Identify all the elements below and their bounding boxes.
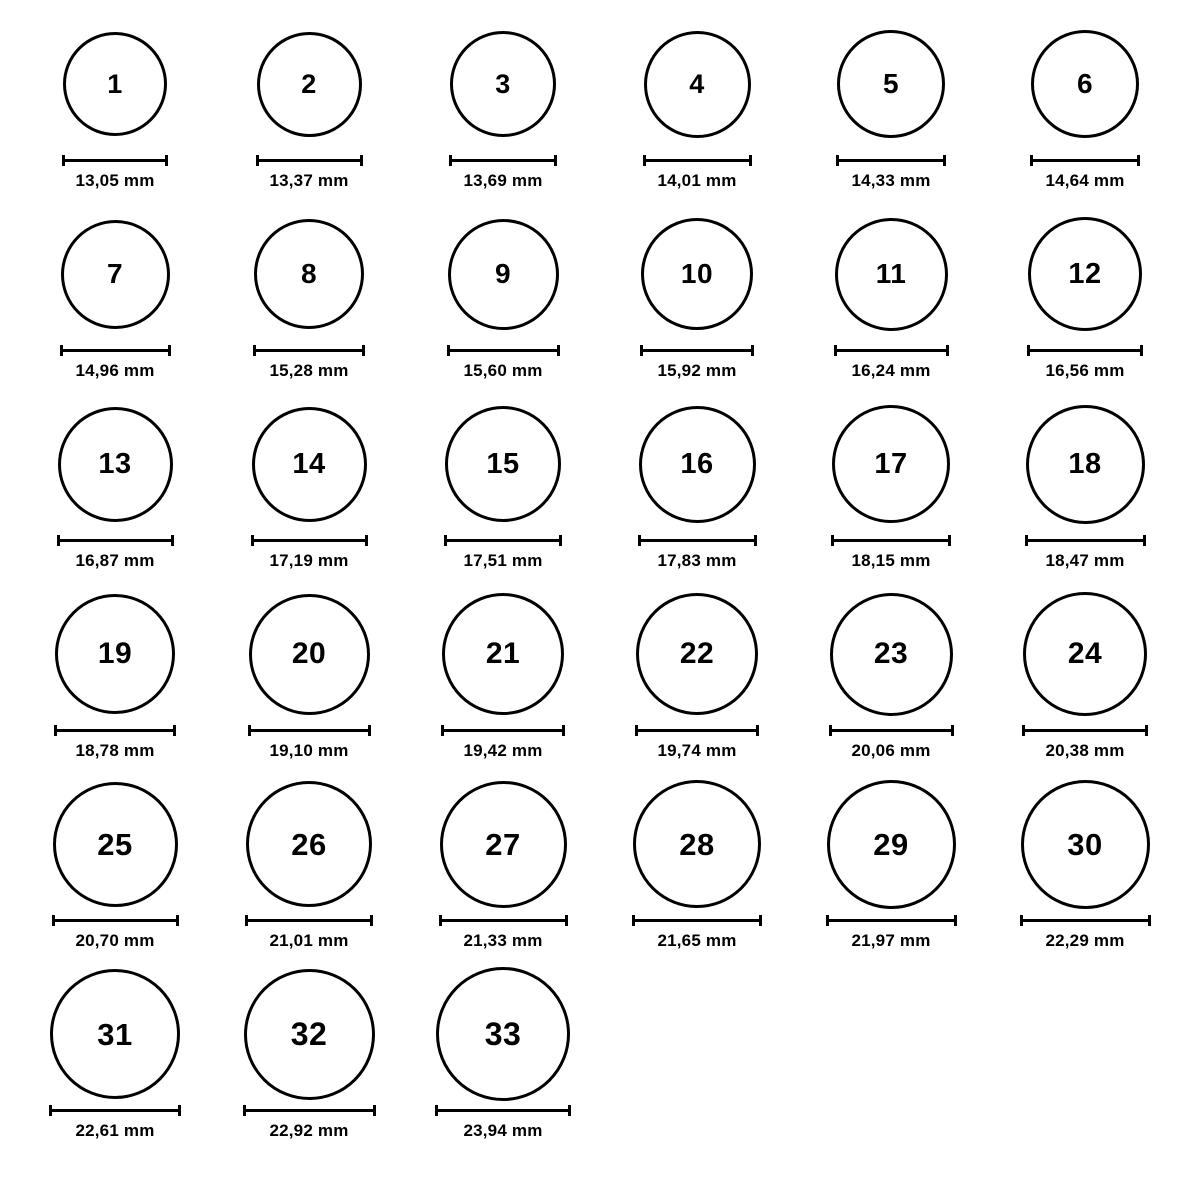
ring-circle-wrap: [440, 778, 567, 910]
ring-size-number: 5: [882, 68, 900, 99]
ring-size-number: 8: [300, 258, 318, 289]
diameter-label: 18,15 mm: [851, 551, 931, 570]
diameter-label: 14,96 mm: [75, 361, 155, 380]
ring-size-number: 22: [679, 637, 715, 670]
ring-circle-icon: [436, 967, 570, 1101]
ring-circle-wrap: [436, 968, 570, 1100]
ring-circle-icon: [832, 405, 950, 523]
ring-size-cell: [796, 588, 986, 778]
ring-circle-icon: [244, 969, 375, 1100]
ring-circle-wrap: [252, 398, 367, 530]
ring-circle-icon: [830, 593, 953, 716]
ring-circle-icon: [254, 219, 364, 329]
ring-circle-wrap: [639, 398, 756, 530]
diameter-label: 18,78 mm: [75, 741, 155, 760]
diameter-measure-bar-icon: [831, 534, 951, 546]
diameter-label: 22,29 mm: [1045, 931, 1125, 950]
ring-size-number: 32: [290, 1016, 328, 1052]
ring-circle-icon: [641, 218, 753, 330]
diameter-measure-bar-icon: [1020, 914, 1151, 926]
diameter-measure-bar-icon: [632, 914, 762, 926]
diameter-label: 20,38 mm: [1045, 741, 1125, 760]
ring-size-cell: [214, 778, 404, 968]
ring-circle-icon: [61, 220, 170, 329]
diameter-label: 17,19 mm: [269, 551, 349, 570]
diameter-label: 21,65 mm: [657, 931, 737, 950]
ring-size-cell: [602, 588, 792, 778]
diameter-label: 21,33 mm: [463, 931, 543, 950]
ring-circle-icon: [442, 593, 564, 715]
ring-size-cell: [408, 208, 598, 398]
diameter-label: 15,28 mm: [269, 361, 349, 380]
ring-circle-icon: [1023, 592, 1147, 716]
ring-circle-wrap: [450, 18, 556, 150]
ring-circle-icon: [644, 31, 751, 138]
diameter-measure-bar-icon: [1027, 344, 1143, 356]
ring-circle-wrap: [641, 208, 753, 340]
ring-size-number: 25: [97, 826, 133, 862]
ring-size-cell: [990, 778, 1180, 968]
ring-size-number: 12: [1068, 257, 1102, 290]
ring-size-number: 10: [680, 258, 714, 289]
ring-size-cell: [408, 398, 598, 588]
ring-circle-icon: [827, 780, 956, 909]
ring-size-number: 14: [292, 447, 326, 480]
ring-size-number: 28: [679, 826, 715, 862]
diameter-label: 13,37 mm: [269, 171, 349, 190]
diameter-label: 19,74 mm: [657, 741, 737, 760]
ring-circle-icon: [1031, 30, 1139, 138]
ring-circle-icon: [639, 406, 756, 523]
ring-circle-wrap: [1023, 588, 1147, 720]
ring-size-cell: [796, 18, 986, 208]
ring-size-number: 15: [486, 447, 520, 480]
ring-circle-wrap: [244, 968, 375, 1100]
diameter-measure-bar-icon: [836, 154, 946, 166]
diameter-measure-bar-icon: [640, 344, 754, 356]
ring-circle-icon: [1026, 405, 1145, 524]
diameter-label: 21,01 mm: [269, 931, 349, 950]
ring-size-number: 33: [484, 1016, 522, 1052]
diameter-label: 19,10 mm: [269, 741, 349, 760]
diameter-label: 20,06 mm: [851, 741, 931, 760]
ring-circle-icon: [252, 407, 367, 522]
ring-circle-wrap: [830, 588, 953, 720]
ring-size-cell: [796, 398, 986, 588]
diameter-label: 18,47 mm: [1045, 551, 1125, 570]
ring-size-number: 31: [97, 1016, 133, 1052]
ring-circle-icon: [249, 594, 370, 715]
ring-size-cell: [20, 778, 210, 968]
ring-size-cell: [990, 588, 1180, 778]
ring-circle-wrap: [644, 18, 751, 150]
ring-size-cell: [214, 18, 404, 208]
ring-size-cell: [20, 18, 210, 208]
ring-size-number: 24: [1067, 637, 1103, 670]
ring-circle-wrap: [445, 398, 561, 530]
diameter-measure-bar-icon: [638, 534, 757, 546]
ring-circle-wrap: [50, 968, 180, 1100]
ring-circle-wrap: [448, 208, 559, 340]
ring-circle-wrap: [246, 778, 372, 910]
diameter-measure-bar-icon: [243, 1104, 376, 1116]
ring-circle-icon: [633, 780, 761, 908]
ring-circle-wrap: [1031, 18, 1139, 150]
ring-size-cell: [602, 208, 792, 398]
ring-size-cell: [602, 18, 792, 208]
diameter-measure-bar-icon: [49, 1104, 181, 1116]
diameter-label: 22,61 mm: [75, 1121, 155, 1140]
ring-size-number: 17: [874, 447, 908, 480]
ring-circle-icon: [1021, 780, 1150, 909]
diameter-label: 14,64 mm: [1045, 171, 1125, 190]
diameter-measure-bar-icon: [245, 914, 373, 926]
ring-circle-icon: [50, 969, 180, 1099]
diameter-measure-bar-icon: [52, 914, 179, 926]
ring-size-cell: [796, 778, 986, 968]
ring-circle-icon: [440, 781, 567, 908]
ring-circle-wrap: [249, 588, 370, 720]
ring-circle-wrap: [63, 18, 167, 150]
diameter-measure-bar-icon: [253, 344, 365, 356]
diameter-measure-bar-icon: [635, 724, 759, 736]
diameter-measure-bar-icon: [251, 534, 368, 546]
ring-size-cell: [408, 778, 598, 968]
ring-size-number: 27: [485, 826, 521, 862]
diameter-measure-bar-icon: [60, 344, 171, 356]
diameter-label: 16,24 mm: [851, 361, 931, 380]
ring-size-number: 3: [495, 68, 511, 99]
ring-size-cell: [20, 208, 210, 398]
diameter-label: 22,92 mm: [269, 1121, 349, 1140]
diameter-label: 17,83 mm: [657, 551, 737, 570]
ring-size-number: 13: [98, 447, 132, 480]
ring-circle-wrap: [61, 208, 170, 340]
ring-circle-wrap: [58, 398, 173, 530]
ring-size-number: 6: [1076, 68, 1094, 99]
ring-circle-icon: [55, 594, 175, 714]
ring-size-number: 7: [106, 258, 124, 289]
ring-circle-wrap: [1026, 398, 1145, 530]
ring-circle-wrap: [827, 778, 956, 910]
diameter-measure-bar-icon: [439, 914, 568, 926]
diameter-label: 13,69 mm: [463, 171, 543, 190]
ring-size-number: 21: [485, 637, 521, 670]
diameter-label: 21,97 mm: [851, 931, 931, 950]
ring-size-number: 1: [107, 68, 123, 99]
diameter-measure-bar-icon: [1025, 534, 1146, 546]
diameter-measure-bar-icon: [256, 154, 363, 166]
diameter-measure-bar-icon: [1030, 154, 1140, 166]
ring-circle-wrap: [442, 588, 564, 720]
ring-size-number: 2: [301, 68, 317, 99]
diameter-label: 13,05 mm: [75, 171, 155, 190]
ring-circle-wrap: [1028, 208, 1142, 340]
ring-circle-icon: [450, 31, 556, 137]
ring-size-grid: [10, 18, 1190, 1158]
ring-size-number: 26: [291, 826, 327, 862]
ring-circle-wrap: [55, 588, 175, 720]
ring-size-cell: [214, 208, 404, 398]
diameter-measure-bar-icon: [62, 154, 168, 166]
ring-circle-wrap: [835, 208, 948, 340]
ring-size-cell: [602, 398, 792, 588]
ring-size-number: 30: [1067, 826, 1103, 862]
ring-circle-icon: [1028, 217, 1142, 331]
diameter-label: 14,33 mm: [851, 171, 931, 190]
diameter-measure-bar-icon: [829, 724, 954, 736]
ring-circle-wrap: [636, 588, 758, 720]
ring-size-number: 29: [873, 826, 909, 862]
diameter-measure-bar-icon: [248, 724, 371, 736]
diameter-label: 16,56 mm: [1045, 361, 1125, 380]
diameter-label: 14,01 mm: [657, 171, 737, 190]
ring-size-cell: [214, 968, 404, 1158]
ring-size-cell: [408, 968, 598, 1158]
diameter-measure-bar-icon: [441, 724, 565, 736]
ring-size-cell: [796, 208, 986, 398]
ring-circle-icon: [246, 781, 372, 907]
ring-size-cell: [20, 968, 210, 1158]
ring-size-number: 18: [1068, 447, 1102, 480]
ring-size-number: 20: [291, 637, 327, 670]
ring-size-cell: [20, 398, 210, 588]
diameter-measure-bar-icon: [1022, 724, 1148, 736]
diameter-label: 15,92 mm: [657, 361, 737, 380]
diameter-label: 16,87 mm: [75, 551, 155, 570]
diameter-label: 15,60 mm: [463, 361, 543, 380]
diameter-measure-bar-icon: [826, 914, 957, 926]
ring-size-cell: [408, 588, 598, 778]
diameter-label: 17,51 mm: [463, 551, 543, 570]
diameter-measure-bar-icon: [54, 724, 176, 736]
ring-size-cell: [214, 588, 404, 778]
diameter-measure-bar-icon: [57, 534, 174, 546]
ring-size-cell: [20, 588, 210, 778]
ring-size-cell: [408, 18, 598, 208]
diameter-label: 20,70 mm: [75, 931, 155, 950]
ring-circle-icon: [835, 218, 948, 331]
ring-circle-wrap: [837, 18, 945, 150]
ring-circle-icon: [58, 407, 173, 522]
diameter-measure-bar-icon: [447, 344, 560, 356]
ring-circle-wrap: [53, 778, 178, 910]
ring-circle-wrap: [254, 208, 364, 340]
ring-size-number: 19: [97, 637, 133, 670]
ring-size-number: 4: [689, 68, 705, 99]
ring-size-number: 9: [494, 258, 512, 289]
ring-size-cell: [214, 398, 404, 588]
ring-size-number: 11: [875, 258, 907, 289]
diameter-measure-bar-icon: [449, 154, 557, 166]
ring-size-number: 23: [873, 637, 909, 670]
ring-size-cell: [990, 18, 1180, 208]
diameter-label: 23,94 mm: [463, 1121, 543, 1140]
ring-circle-icon: [636, 593, 758, 715]
ring-size-cell: [990, 398, 1180, 588]
diameter-measure-bar-icon: [444, 534, 562, 546]
diameter-measure-bar-icon: [435, 1104, 571, 1116]
diameter-measure-bar-icon: [834, 344, 949, 356]
ring-circle-icon: [445, 406, 561, 522]
ring-size-number: 16: [680, 447, 714, 480]
ring-size-cell: [602, 778, 792, 968]
ring-circle-wrap: [1021, 778, 1150, 910]
ring-circle-icon: [257, 32, 362, 137]
ring-circle-icon: [448, 219, 559, 330]
ring-circle-wrap: [633, 778, 761, 910]
ring-circle-icon: [53, 782, 178, 907]
ring-circle-icon: [837, 30, 945, 138]
ring-circle-wrap: [257, 18, 362, 150]
ring-circle-icon: [63, 32, 167, 136]
ring-circle-wrap: [832, 398, 950, 530]
diameter-label: 19,42 mm: [463, 741, 543, 760]
diameter-measure-bar-icon: [643, 154, 752, 166]
ring-size-cell: [990, 208, 1180, 398]
